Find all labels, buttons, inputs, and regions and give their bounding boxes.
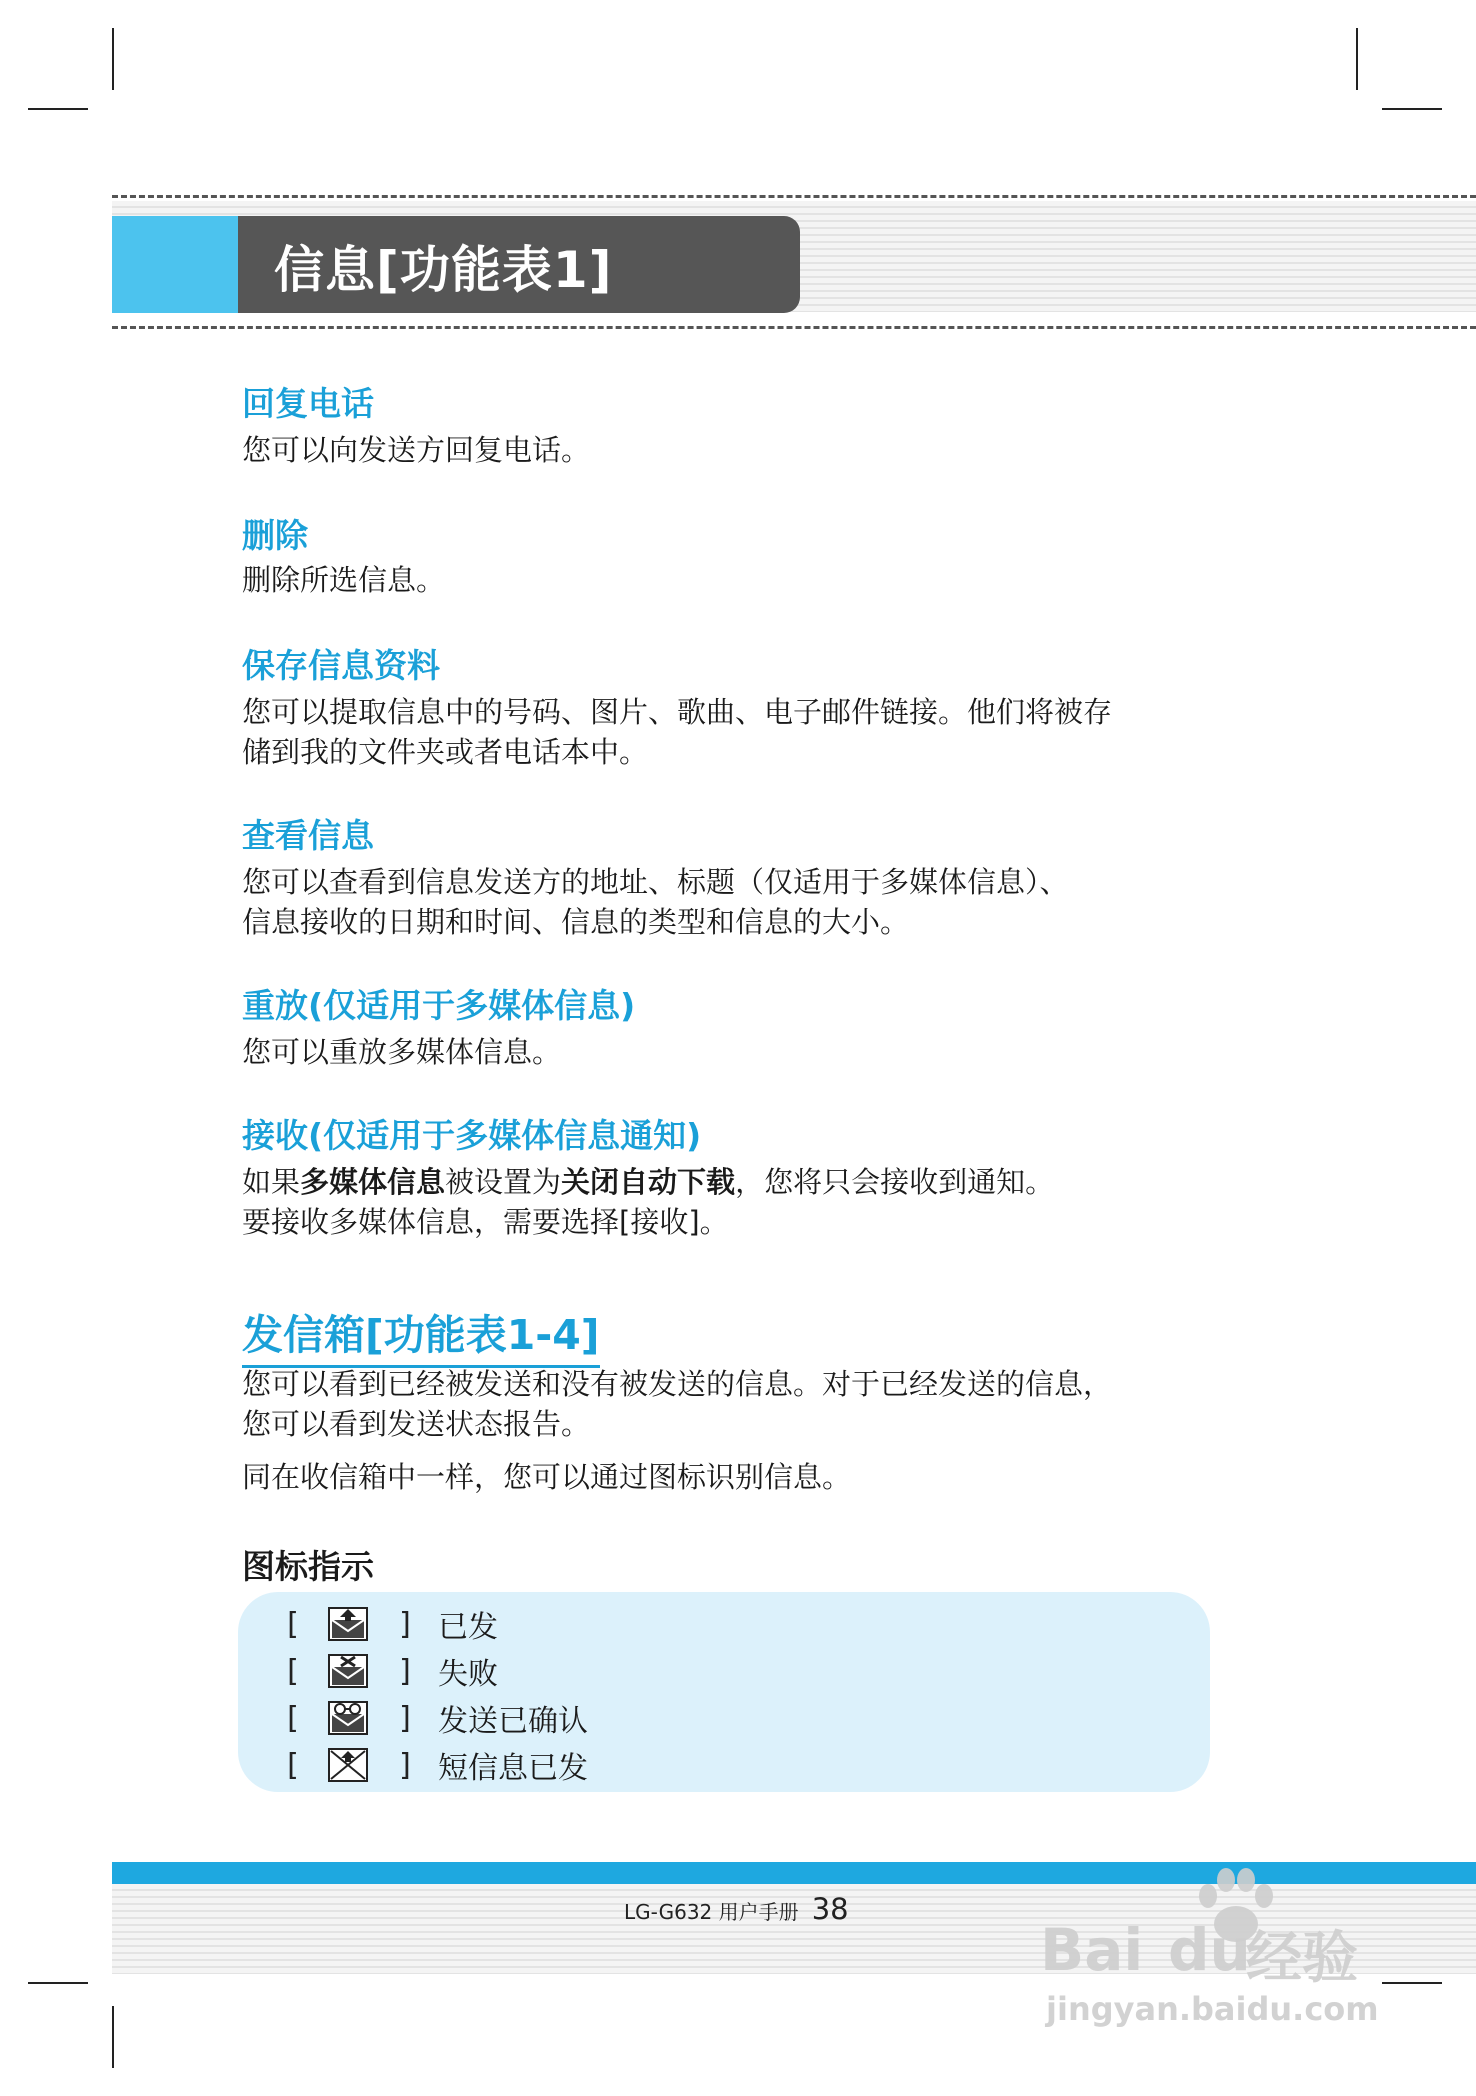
section-text-view-info-2: 信息接收的日期和时间、信息的类型和信息的大小。 xyxy=(242,905,910,939)
bracket-close: ] xyxy=(399,1700,411,1736)
icon-label-delivery-confirmed: 发送已确认 xyxy=(438,1704,588,1739)
icon-label-sms-sent: 短信息已发 xyxy=(438,1751,588,1786)
icons-heading: 图标指示 xyxy=(242,1547,374,1586)
sent-envelope-icon xyxy=(328,1607,368,1641)
icon-legend-row xyxy=(278,1602,498,1646)
icon-label-sent: 已发 xyxy=(438,1610,498,1645)
crop-mark xyxy=(112,2006,114,2068)
bracket-close: ] xyxy=(399,1747,411,1783)
section-heading-save-info: 保存信息资料 xyxy=(242,646,440,685)
bracket-open: [ xyxy=(287,1606,299,1642)
watermark-url: jingyan.baidu.com xyxy=(1046,1990,1379,2028)
delivery-confirmed-envelope-icon xyxy=(328,1701,368,1735)
crop-mark xyxy=(28,108,88,110)
crop-mark xyxy=(1356,28,1358,90)
watermark-brand-latin: Bai xyxy=(1040,1916,1144,1984)
footer-model: LG-G632 用户手册 xyxy=(624,1900,799,1924)
outbox-note: 同在收信箱中一样，您可以通过图标识别信息。 xyxy=(242,1460,852,1494)
icon-label-failed: 失败 xyxy=(438,1657,498,1692)
crop-mark xyxy=(1382,108,1442,110)
outbox-title: 发信箱[功能表1-4] xyxy=(242,1302,600,1368)
page-number: 38 xyxy=(811,1892,849,1926)
bracket-close: ] xyxy=(399,1606,411,1642)
watermark-brand-cn: 经验 xyxy=(1246,1926,1358,1991)
header-dashed-bottom xyxy=(112,326,1476,329)
text-run: 被设置为 xyxy=(445,1165,562,1199)
emphasis-mms: 多媒体信息 xyxy=(300,1165,446,1199)
section-text-delete: 删除所选信息。 xyxy=(242,563,446,597)
footer xyxy=(624,1892,849,1926)
section-heading-callback: 回复电话 xyxy=(242,384,374,423)
section-text-save-info-1: 您可以提取信息中的号码、图片、歌曲、电子邮件链接。他们将被存 xyxy=(242,695,1113,729)
text-run: ，您将只会接收到通知。 xyxy=(735,1165,1055,1199)
bracket-open: [ xyxy=(287,1700,299,1736)
section-text-receive-2: 要接收多媒体信息，需要选择[接收]。 xyxy=(242,1205,729,1239)
icon-legend-row xyxy=(278,1696,588,1740)
header-dashed-top xyxy=(112,195,1476,198)
bracket-open: [ xyxy=(287,1653,299,1689)
section-heading-receive: 接收(仅适用于多媒体信息通知) xyxy=(242,1116,702,1155)
watermark-brand-du: du xyxy=(1168,1916,1251,1984)
crop-mark xyxy=(28,1982,88,1984)
section-text-replay: 您可以重放多媒体信息。 xyxy=(242,1035,562,1069)
outbox-text-2: 您可以看到发送状态报告。 xyxy=(242,1407,591,1441)
bracket-open: [ xyxy=(287,1747,299,1783)
section-text-save-info-2: 储到我的文件夹或者电话本中。 xyxy=(242,735,649,769)
section-heading-view-info: 查看信息 xyxy=(242,816,374,855)
crop-mark xyxy=(112,28,114,90)
section-heading-delete: 删除 xyxy=(242,516,308,555)
text-run: 如果 xyxy=(242,1165,301,1199)
outbox-text-1: 您可以看到已经被发送和没有被发送的信息。对于已经发送的信息， xyxy=(242,1367,1113,1401)
bracket-close: ] xyxy=(399,1653,411,1689)
page-title: 信息[功能表1] xyxy=(274,241,613,299)
section-heading-replay: 重放(仅适用于多媒体信息) xyxy=(242,986,636,1025)
emphasis-auto-download-off: 关闭自动下载 xyxy=(561,1165,736,1199)
icon-legend-row xyxy=(278,1743,588,1787)
section-text-receive-1 xyxy=(242,1162,1054,1202)
failed-envelope-icon xyxy=(328,1654,368,1688)
baidu-watermark xyxy=(1040,1866,1400,2036)
icon-legend-row xyxy=(278,1649,498,1693)
section-text-view-info-1: 您可以查看到信息发送方的地址、标题（仅适用于多媒体信息）、 xyxy=(242,865,1069,899)
section-text-callback: 您可以向发送方回复电话。 xyxy=(242,433,591,467)
sms-sent-envelope-icon xyxy=(328,1748,368,1782)
header-accent xyxy=(112,216,240,313)
